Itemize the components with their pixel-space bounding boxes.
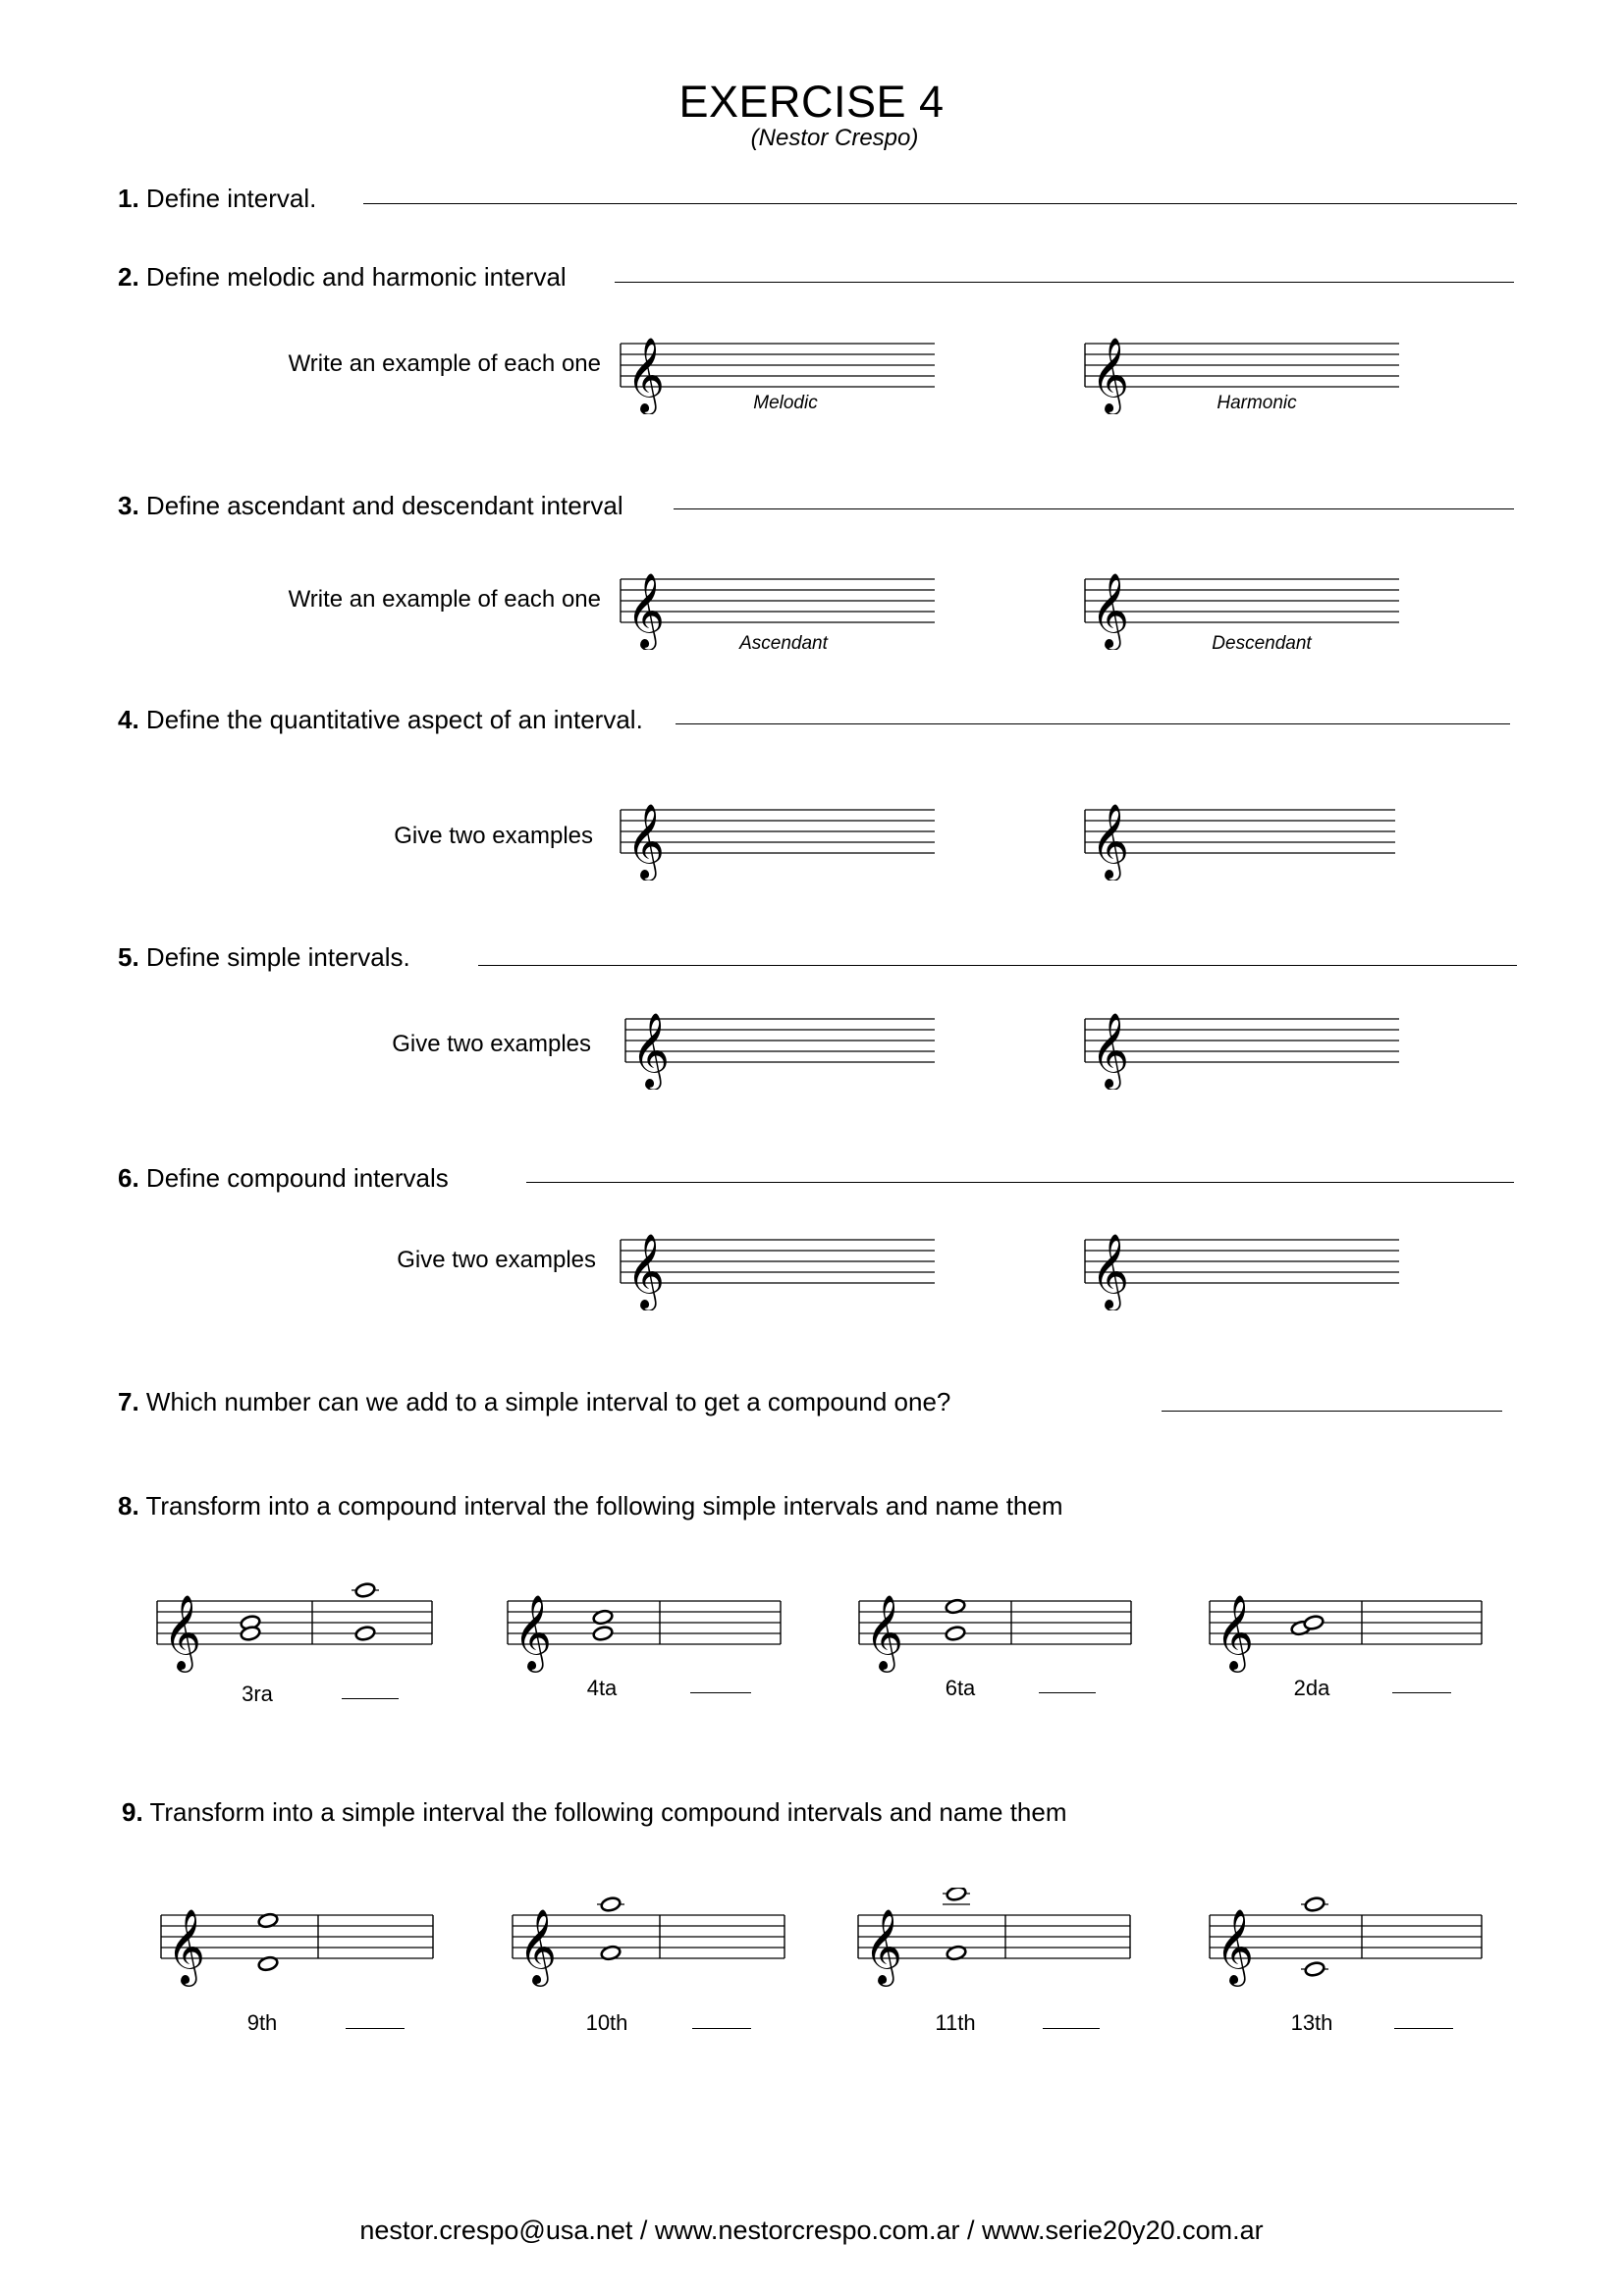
answer-line-7[interactable]	[1162, 1411, 1502, 1412]
treble-clef-icon: 𝄞	[1216, 1594, 1255, 1670]
question-text: Transform into a compound interval the following simple intervals and name them	[145, 1491, 1063, 1521]
author-subtitle: (Nestor Crespo)	[750, 125, 919, 151]
staff-example-2[interactable]	[1083, 1212, 1407, 1315]
answer-blank[interactable]	[690, 1692, 751, 1693]
answer-blank[interactable]	[692, 2028, 751, 2029]
treble-clef-icon: 𝄞	[1091, 803, 1130, 879]
question-number: 7.	[118, 1387, 139, 1416]
treble-clef-icon: 𝄞	[1216, 1908, 1255, 1984]
whole-note-icon	[943, 1888, 970, 1904]
question-5	[118, 942, 410, 973]
question-text: Which number can we add to a simple interval to get a compound one?	[145, 1387, 951, 1416]
question-8	[118, 1491, 1063, 1522]
interval-staff-11th	[856, 1888, 1151, 2010]
staff-example-2[interactable]	[1083, 782, 1407, 885]
answer-line-6[interactable]	[526, 1182, 1514, 1183]
example-prompt: Give two examples	[394, 823, 593, 849]
treble-clef-icon: 𝄞	[1091, 1233, 1130, 1308]
treble-clef-icon: 𝄞	[167, 1908, 206, 1984]
staff-lines	[621, 579, 935, 622]
interval-staff-9th	[159, 1888, 454, 2010]
answer-line-4[interactable]	[676, 723, 1510, 724]
whole-note-icon	[354, 1626, 375, 1642]
treble-clef-icon: 𝄞	[626, 803, 666, 879]
question-text: Transform into a simple interval the following compound intervals and name them	[149, 1797, 1067, 1827]
treble-clef-icon: 𝄞	[1091, 337, 1130, 412]
question-1	[118, 184, 316, 214]
answer-blank[interactable]	[346, 2028, 405, 2029]
question-text: Define compound intervals	[145, 1163, 449, 1193]
question-7	[118, 1387, 950, 1417]
treble-clef-icon: 𝄞	[865, 1594, 904, 1670]
staff-lines	[621, 810, 935, 853]
interval-staff-2da	[1208, 1574, 1502, 1696]
footer-contact[interactable]: nestor.crespo@usa.net / www.nestorcrespo.com.ar / www.serie20y20.com.ar	[359, 2216, 1264, 2245]
interval-staff-3ra	[155, 1574, 450, 1696]
treble-clef-icon: 𝄞	[864, 1908, 903, 1984]
interval-label: 11th	[935, 2010, 976, 2035]
whole-note-icon	[352, 1582, 379, 1599]
question-4	[118, 705, 643, 735]
interval-staff-10th	[511, 1888, 805, 2010]
question-number: 5.	[118, 942, 139, 972]
interval-label: 3ra	[242, 1682, 273, 1706]
staff-lines	[1085, 344, 1399, 387]
question-text: Define interval.	[145, 184, 317, 213]
question-text: Define melodic and harmonic interval	[145, 262, 567, 292]
treble-clef-icon: 𝄞	[518, 1908, 558, 1984]
answer-line-1[interactable]	[363, 203, 1517, 204]
staff-caption-melodic: Melodic	[753, 393, 818, 413]
whole-note-icon	[592, 1626, 613, 1642]
example-prompt: Give two examples	[392, 1031, 591, 1057]
question-number: 2.	[118, 262, 139, 292]
interval-label: 4ta	[586, 1676, 618, 1700]
question-text: Define ascendant and descendant interval	[145, 491, 623, 520]
staff-example-1[interactable]	[619, 782, 943, 885]
whole-note-icon	[1301, 1896, 1328, 1913]
treble-clef-icon: 𝄞	[626, 1233, 666, 1308]
treble-clef-icon: 𝄞	[631, 1012, 671, 1088]
question-6	[118, 1163, 449, 1194]
answer-blank[interactable]	[342, 1698, 399, 1699]
example-prompt: Write an example of each one	[288, 350, 601, 377]
question-text: Define simple intervals.	[145, 942, 410, 972]
staff-caption-descendant: Descendant	[1212, 633, 1312, 654]
question-number: 9.	[122, 1797, 143, 1827]
answer-blank[interactable]	[1394, 2028, 1453, 2029]
treble-clef-icon: 𝄞	[1091, 1012, 1130, 1088]
staff-lines	[1085, 579, 1399, 622]
question-number: 6.	[118, 1163, 139, 1193]
staff-lines	[621, 344, 935, 387]
treble-clef-icon: 𝄞	[1091, 572, 1130, 648]
staff-lines	[621, 1240, 935, 1283]
interval-staff-6ta	[857, 1574, 1152, 1696]
staff-example-1[interactable]	[623, 991, 947, 1095]
answer-line-5[interactable]	[478, 965, 1517, 966]
interval-label: 10th	[585, 2010, 628, 2035]
interval-staff-4ta	[506, 1574, 800, 1696]
staff-lines	[1085, 1240, 1399, 1283]
treble-clef-icon: 𝄞	[514, 1594, 553, 1670]
question-9	[122, 1797, 1067, 1828]
answer-blank[interactable]	[1392, 1692, 1451, 1693]
staff-lines	[1085, 810, 1395, 853]
staff-lines	[625, 1019, 935, 1062]
staff-lines	[1085, 1019, 1399, 1062]
answer-line-2[interactable]	[615, 282, 1514, 283]
staff-caption-ascendant: Ascendant	[739, 633, 828, 654]
treble-clef-icon: 𝄞	[626, 337, 666, 412]
question-number: 4.	[118, 705, 139, 734]
interval-label: 9th	[246, 2010, 278, 2035]
whole-note-icon	[1303, 1615, 1324, 1631]
example-prompt: Write an example of each one	[288, 586, 601, 613]
question-number: 1.	[118, 184, 139, 213]
interval-label: 2da	[1293, 1676, 1330, 1700]
whole-note-icon	[597, 1896, 624, 1913]
question-number: 3.	[118, 491, 139, 520]
page-title: EXERCISE 4	[678, 77, 945, 127]
whole-note-icon	[945, 1626, 965, 1642]
question-number: 8.	[118, 1491, 139, 1521]
question-text: Define the quantitative aspect of an interval.	[145, 705, 643, 734]
answer-blank[interactable]	[1043, 2028, 1100, 2029]
whole-note-icon	[1301, 1961, 1328, 1978]
staff-caption-harmonic: Harmonic	[1217, 393, 1297, 413]
example-prompt: Give two examples	[397, 1247, 596, 1273]
answer-line-3[interactable]	[674, 508, 1514, 509]
staff-example-1[interactable]	[619, 1212, 943, 1315]
treble-clef-icon: 𝄞	[163, 1594, 202, 1670]
question-2	[118, 262, 567, 293]
interval-label: 6ta	[945, 1676, 976, 1700]
staff-example-2[interactable]	[1083, 991, 1407, 1095]
interval-label: 13th	[1290, 2010, 1333, 2035]
question-3	[118, 491, 623, 521]
interval-staff-13th	[1208, 1888, 1502, 2010]
answer-blank[interactable]	[1039, 1692, 1096, 1693]
treble-clef-icon: 𝄞	[626, 572, 666, 648]
